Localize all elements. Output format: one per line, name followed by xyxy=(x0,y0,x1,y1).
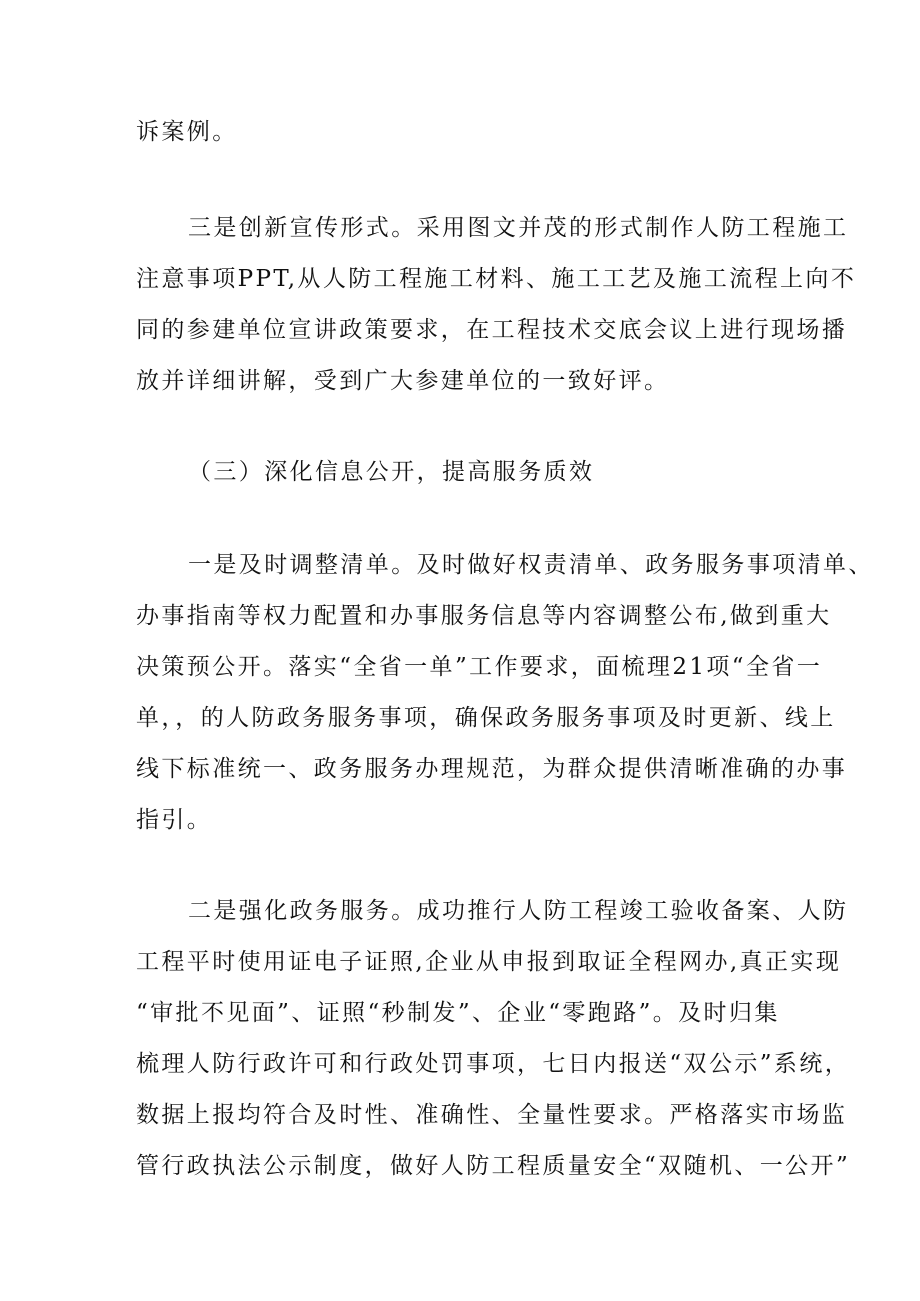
paragraph-line: 同的参建单位宣讲政策要求，在工程技术交底会议上进行现场播 xyxy=(136,317,848,343)
paragraph-line: 指引。 xyxy=(136,807,213,833)
paragraph-line: 办事指南等权力配置和办事服务信息等内容调整公布,做到重大 xyxy=(136,603,832,629)
paragraph-line: 一是及时调整清单。及时做好权责清单、政务服务事项清单、 xyxy=(188,552,874,578)
paragraph-line: 工程平时使用证电子证照,企业从申报到取证全程网办,真正实现 xyxy=(136,949,842,975)
paragraph-line: 单，，的人防政务服务事项，确保政务服务事项及时更新、线上 xyxy=(136,705,836,731)
paragraph-line: 三是创新宣传形式。采用图文并茂的形式制作人防工程施工 xyxy=(188,215,849,241)
paragraph-line: 决策预公开。落实“全省一单”工作要求，面梳理21项“全省一 xyxy=(136,654,823,680)
paragraph-line: “审批不见面”、证照“秒制发”、企业“零跑路”。及时归集 xyxy=(136,1000,780,1026)
paragraph-line: 线下标准统一、政务服务办理规范，为群众提供清晰准确的办事 xyxy=(136,756,848,782)
paragraph-line: 二是强化政务服务。成功推行人防工程竣工验收备案、人防 xyxy=(188,898,849,924)
paragraph-line: 梳理人防行政许可和行政处罚事项，七日内报送“双公示”系统， xyxy=(136,1051,851,1077)
paragraph-line: 数据上报均符合及时性、准确性、全量性要求。严格落实市场监 xyxy=(136,1102,848,1128)
paragraph-line: 诉案例。 xyxy=(136,119,238,145)
paragraph-line: 注意事项PPT,从人防工程施工材料、施工工艺及施工流程上向不 xyxy=(136,266,857,292)
paragraph-line: 放并详细讲解，受到广大参建单位的一致好评。 xyxy=(136,368,670,394)
paragraph-line: 管行政执法公示制度，做好人防工程质量安全“双随机、一公开” xyxy=(136,1153,851,1179)
section-heading: （三）深化信息公开，提高服务质效 xyxy=(188,459,595,485)
